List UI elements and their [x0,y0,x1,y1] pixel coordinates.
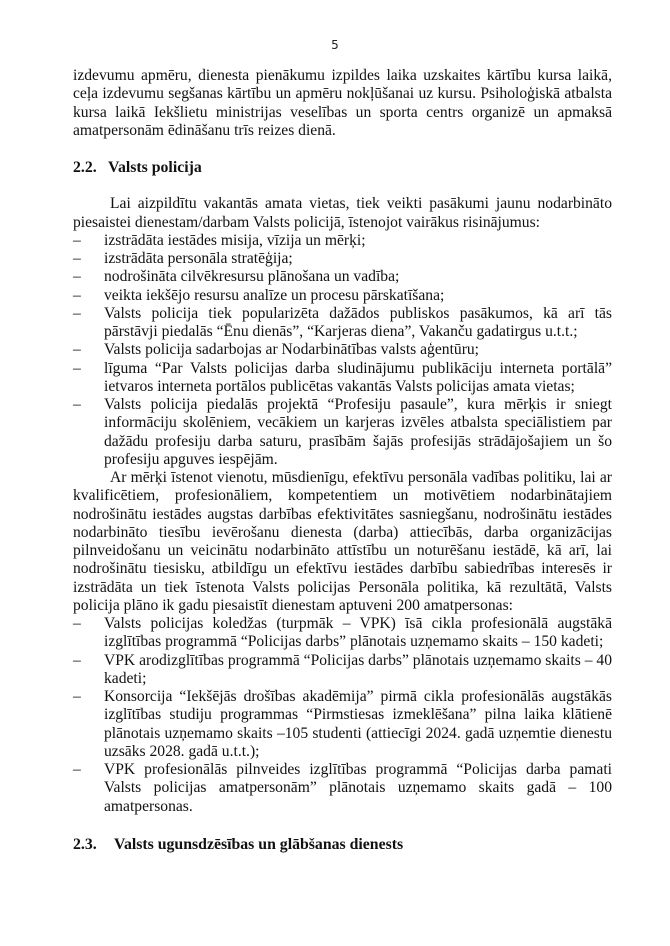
list-item: – VPK profesionālās pilnveides izglītības programmā “Policijas darba pamati Valsts policijas amatpersonām” plānotais uzņemamo skaits gadā – 100 amatpersonas. [73,761,612,815]
list-item: – Valsts policija sadarbojas ar Nodarbinātības valsts aģentūru; [73,341,480,359]
dash-marker-icon: – [73,341,81,359]
dash-marker-icon: – [73,688,81,705]
dash-marker-icon: – [73,615,81,632]
dash-marker-icon: – [73,651,81,669]
dash-marker-icon: – [73,250,81,267]
recruitment-list [73,615,612,816]
section-2-2-paragraph-1: Lai aizpildītu vakantās amata vietas, tiek veikti pasākumi jaunu nodarbināto piesaistei dienestam/darbam Valsts policijā, īstenojot vairākus risinājumus: [73,195,612,231]
page-number: 5 [331,38,339,52]
list-item: – Valsts policija piedalās projektā “Profesiju pasaule”, kura mērķis ir sniegt informāciju skolēniem, vecākiem un karjeras izvēles atbalsta speciālistiem par dažādu profesiju darba saturu, prasībām šajās profesijās strādājošajiem un šo profesiju apguves iespējām. [73,396,612,468]
list-item: – nodrošināta cilvēkresursu plānošana un vadība; [73,268,400,286]
measures-list [73,232,612,469]
section-number: 2.3. [73,835,97,853]
page-content [73,67,612,854]
list-item: – līguma “Par Valsts policijas darba sludinājumu publikāciju interneta portālā” ietvaros interneta portālos publicētas vakantās Valsts policijas amata vietas; [73,359,612,395]
list-item: – Valsts policija tiek popularizēta dažādos publiskos pasākumos, kā arī tās pārstāvji piedalās “Ēnu dienās”, “Karjeras diena”, Vakanču gadatirgus u.t.t.; [73,304,612,340]
list-item: – izstrādāta personāla stratēģija; [73,250,293,267]
dash-marker-icon: – [73,304,81,322]
intro-paragraph: izdevumu apmēru, dienesta pienākumu izpildes laika uzskaites kārtību kursa laikā, ceļa izdevumu segšanas kārtību un apmēru nokļūšanai uz kursu. Psiholoģiskā atbalsta kursa laikā Iekšlietu ministrijas veselības un sporta centrs organizē un apmaksā amatpersonām ēdināšanu trīs reizes dienā. [73,67,612,139]
section-number: 2.2. [73,159,97,176]
dash-marker-icon: – [73,231,81,249]
dash-marker-icon: – [73,396,81,413]
dash-marker-icon: – [73,761,81,778]
list-item: – Konsorcija “Iekšējās drošības akadēmija” pirmā cikla profesionālās augstākās izglītības studiju programmas “Pirmstiesas izmeklēšana” pilna laika klātienē plānotais uzņemamo skaits –105 studenti (attiecīgi 2024. gadā uzņemtie dienestu uzsāks 2028. gadā u.t.t.); [73,688,612,760]
dash-marker-icon: – [73,359,81,377]
section-heading-2-3 [73,836,612,854]
section-title: Valsts policija [108,159,202,176]
list-item: – Valsts policijas koledžas (turpmāk – VPK) īsā cikla profesionālā augstākā izglītības programmā “Policijas darbs” plānotais uzņemamo skaits – 150 kadeti; [73,615,612,651]
list-item: – izstrādāta iestādes misija, vīzija un mērķi; [73,231,366,249]
section-title: Valsts ugunsdzēsības un glābšanas dienests [114,835,404,853]
dash-marker-icon: – [73,268,81,286]
section-heading-2-2 [73,159,612,177]
list-item: – veikta iekšējo resursu analīze un procesu pārskatīšana; [73,286,445,304]
list-item: – VPK arodizglītības programmā “Policijas darbs” plānotais uzņemamo skaits – 40 kadeti; [73,651,612,687]
dash-marker-icon: – [73,286,81,304]
section-2-2-paragraph-2: Ar mērķi īstenot vienotu, mūsdienīgu, efektīvu personāla vadības politiku, lai ar kvalificētiem, profesionāliem, kompetentiem un motivētiem nodarbinātajiem nodrošinātu iestādes augstas darbības efektivitātes sasniegšanu, nodrošinātu iestādes nodarbināto tiesību ievērošanu dienesta (darba) attiecībās, darba organizācijas pilnveidošanu un veicinātu nodarbināto attīstību un noturēšanu iestādē, kā arī, lai nodrošinātu tiesisku, atbildīgu un efektīvu iestādes darbību sabiedrības interesēs ir izstrādāta un tiek īstenota Valsts policijas Personāla politika, kā rezultātā, Valsts policija plāno ik gadu piesaistīt dienestam aptuveni 200 amatpersonas: [73,469,612,614]
